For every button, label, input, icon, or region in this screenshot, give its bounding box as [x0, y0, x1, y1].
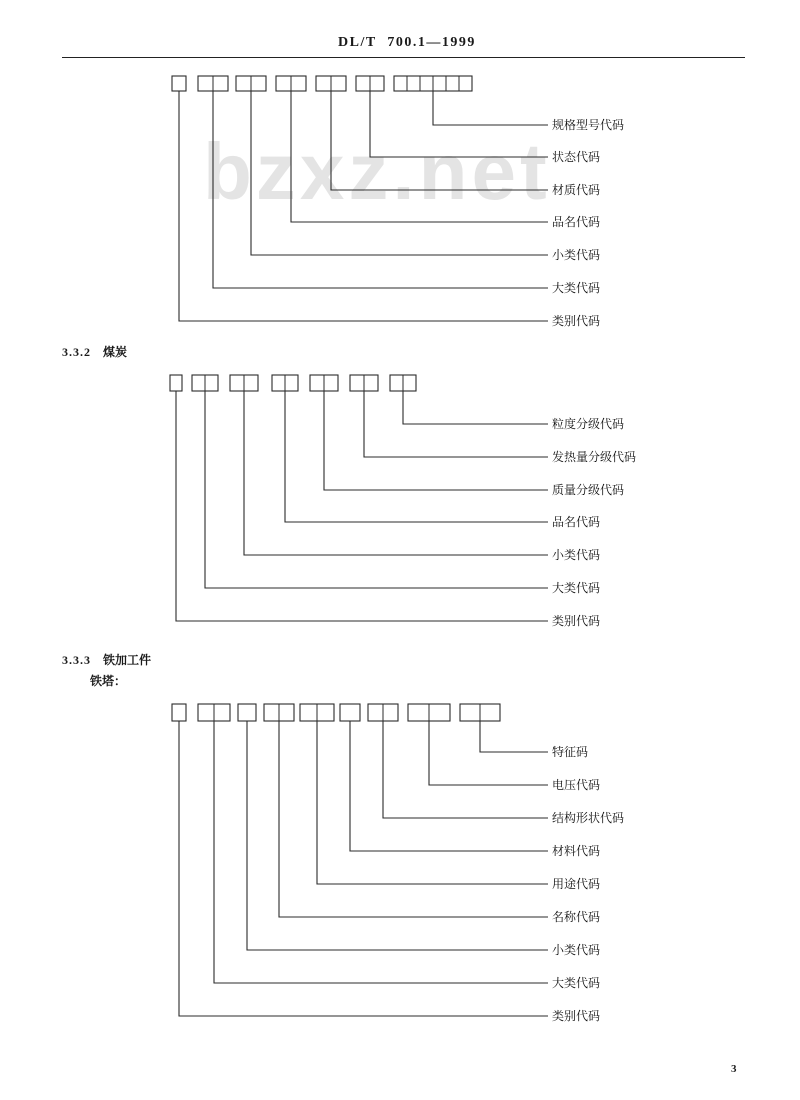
structure-shape-code-label: 结构形状代码 — [552, 811, 625, 825]
material-connector-line — [331, 91, 548, 190]
major-class-code-label: 大类代码 — [552, 281, 601, 295]
section-title: 煤炭 — [103, 345, 128, 359]
material-code-label: 材质代码 — [552, 183, 601, 197]
section-number: 3.3.3 — [62, 653, 91, 667]
name-field — [264, 704, 600, 924]
section-3-3-3-heading — [62, 653, 151, 667]
material-field — [316, 76, 600, 197]
code-structure-diagram-iron-tower — [150, 697, 650, 1027]
name-code-label: 名称代码 — [552, 910, 601, 924]
category-connector-line — [179, 721, 548, 1016]
category-code-box — [170, 375, 182, 391]
major-class-code-label: 大类代码 — [552, 976, 601, 990]
feature-connector-line — [480, 721, 548, 752]
header-rule — [62, 57, 745, 58]
major-class-field — [192, 375, 600, 595]
category-connector-line — [176, 391, 548, 621]
major-class-field — [198, 704, 600, 990]
major-class-field — [198, 76, 600, 295]
quality-grade-connector-line — [324, 391, 548, 490]
product-name-code-label: 品名代码 — [552, 215, 601, 229]
material-connector-line — [350, 721, 548, 851]
particle-size-connector-line — [403, 391, 548, 424]
quality-grade-code-label: 质量分级代码 — [552, 483, 625, 497]
subclass-code-box — [238, 704, 256, 721]
calorific-grade-code-label: 发热量分级代码 — [552, 450, 637, 464]
category-code-label: 类别代码 — [552, 314, 601, 328]
major-class-connector-line — [214, 721, 548, 983]
standard-code-header: DL/T 700.1—1999 — [338, 35, 476, 50]
code-structure-diagram-coal — [150, 368, 650, 630]
status-code-label: 状态代码 — [552, 150, 601, 164]
subclass-connector-line — [247, 721, 548, 950]
material-code-box — [340, 704, 360, 721]
quality-grade-field — [310, 375, 624, 497]
subclass-connector-line — [251, 91, 548, 255]
structure-shape-field — [368, 704, 624, 825]
section-title: 铁加工件 — [103, 653, 152, 667]
name-connector-line — [279, 721, 548, 917]
subclass-code-label: 小类代码 — [552, 248, 601, 262]
feature-field — [460, 704, 588, 759]
category-code-box — [172, 704, 186, 721]
status-connector-line — [370, 91, 548, 157]
purpose-code-label: 用途代码 — [552, 877, 601, 891]
category-code-label: 类别代码 — [552, 1009, 601, 1023]
voltage-connector-line — [429, 721, 548, 785]
structure-shape-connector-line — [383, 721, 548, 818]
category-field — [172, 76, 600, 328]
section-number: 3.3.2 — [62, 345, 91, 359]
spec-model-connector-line — [433, 91, 548, 125]
spec-model-code-label: 规格型号代码 — [552, 118, 625, 132]
watermark: bzxz.net — [203, 127, 551, 216]
section-3-3-2-heading — [62, 345, 127, 359]
subclass-code-label: 小类代码 — [552, 548, 601, 562]
particle-size-field — [390, 375, 624, 431]
purpose-connector-line — [317, 721, 548, 884]
category-code-box — [172, 76, 186, 91]
major-class-code-label: 大类代码 — [552, 581, 601, 595]
purpose-field — [300, 704, 600, 891]
category-field — [170, 375, 600, 628]
category-code-label: 类别代码 — [552, 614, 601, 628]
feature-code-label: 特征码 — [552, 745, 589, 759]
subclass-field — [238, 704, 600, 957]
product-name-field — [272, 375, 600, 529]
subclass-connector-line — [244, 391, 548, 555]
subheading-iron-tower: 铁塔： — [90, 674, 127, 688]
product-name-code-label: 品名代码 — [552, 515, 601, 529]
spec-model-field — [394, 76, 624, 132]
material-code-label: 材料代码 — [552, 844, 601, 858]
particle-size-code-label: 粒度分级代码 — [552, 417, 625, 431]
voltage-code-label: 电压代码 — [552, 778, 601, 792]
page-number: 3 — [731, 1063, 737, 1075]
code-structure-diagram-top — [150, 68, 650, 333]
subclass-code-label: 小类代码 — [552, 943, 601, 957]
